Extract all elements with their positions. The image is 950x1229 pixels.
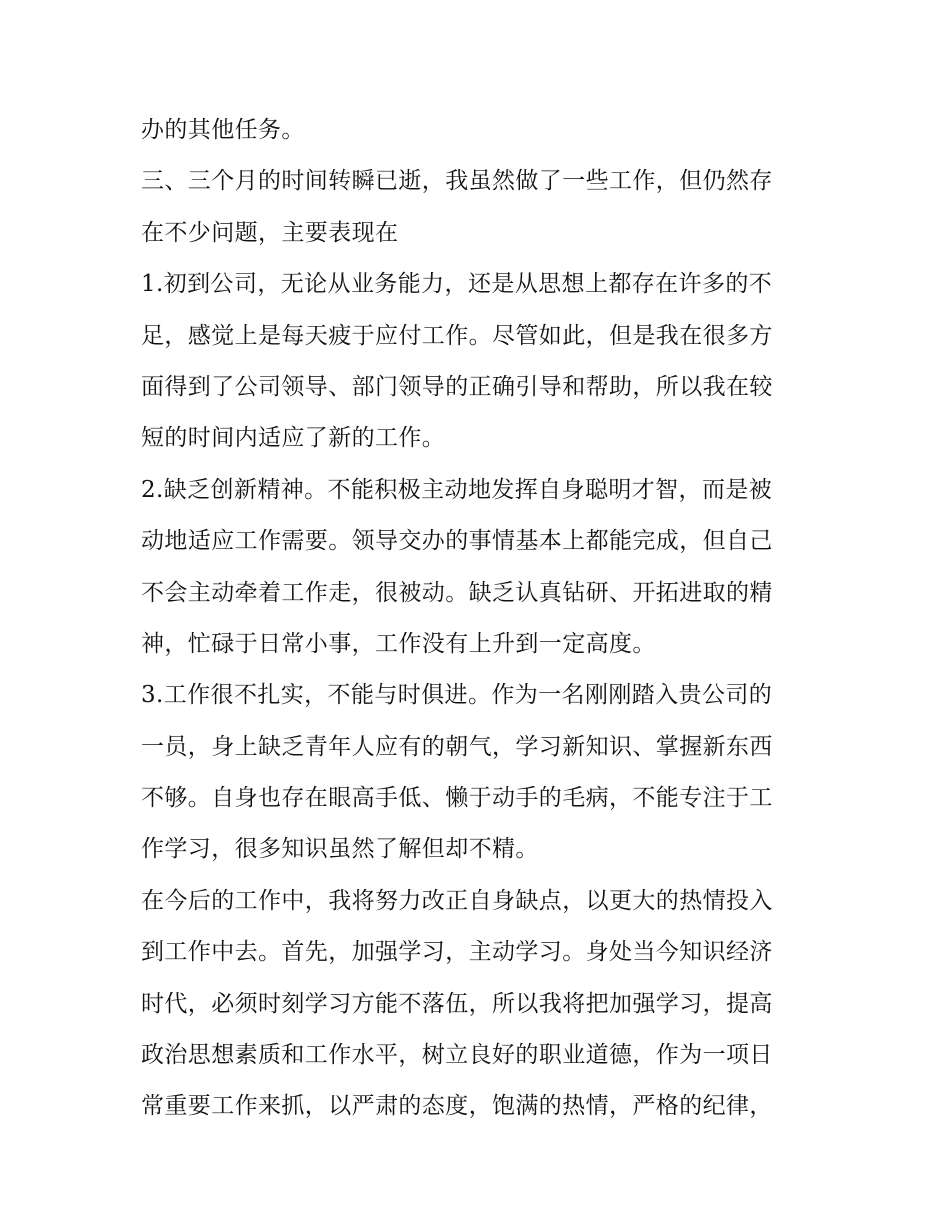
text-line: 政治思想素质和工作水平，树立良好的职业道德，作为一项日 [141,1042,773,1069]
text-line: 常重要工作来抓，以严肃的态度，饱满的热情，严格的纪律， [141,1093,773,1120]
text-line: 三、三个月的时间转瞬已逝，我虽然做了一些工作，但仍然存 [141,168,773,195]
text-line: 神，忙碌于日常小事，工作没有上升到一定高度。 [141,630,656,657]
text-line: 到工作中去。首先，加强学习，主动学习。身处当今知识经济 [141,939,773,966]
text-line: 面得到了公司领导、部门领导的正确引导和帮助，所以我在较 [141,373,773,400]
text-line: 时代，必须时刻学习方能不落伍，所以我将把加强学习，提高 [141,990,773,1017]
text-line: 1.初到公司，无论从业务能力，还是从思想上都存在许多的不 [141,271,773,298]
text-line: 在不少问题，主要表现在 [141,219,399,246]
text-line: 作学习，很多知识虽然了解但却不精。 [141,836,539,863]
text-line: 2.缺乏创新精神。不能积极主动地发挥自身聪明才智，而是被 [141,476,773,503]
document-body [141,105,813,1133]
text-line: 动地适应工作需要。领导交办的事情基本上都能完成，但自己 [141,528,773,555]
text-line: 不够。自身也存在眼高手低、懒于动手的毛病，不能专注于工 [141,785,773,812]
text-line: 短的时间内适应了新的工作。 [141,425,446,452]
text-line: 在今后的工作中，我将努力改正自身缺点，以更大的热情投入 [141,887,773,914]
text-line: 不会主动牵着工作走，很被动。缺乏认真钻研、开拓进取的精 [141,579,773,606]
text-line: 办的其他任务。 [141,117,305,143]
text-line: 足，感觉上是每天疲于应付工作。尽管如此，但是我在很多方 [141,322,773,349]
text-line: 一员，身上缺乏青年人应有的朝气，学习新知识、掌握新东西 [141,733,773,760]
text-line: 3.工作很不扎实，不能与时俱进。作为一名刚刚踏入贵公司的 [141,682,773,709]
